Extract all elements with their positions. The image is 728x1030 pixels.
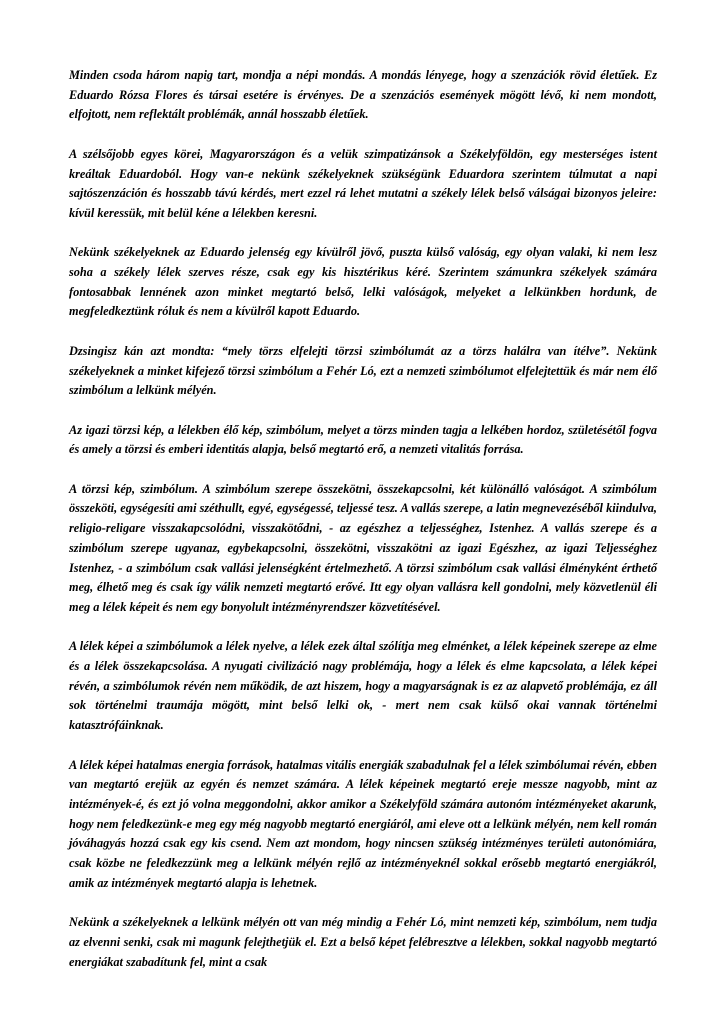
paragraph-3: Nekünk székelyeknek az Eduardo jelenség egy kívülről jövő, puszta külső valóság, egy olyan valaki, ki nem lesz soha a székely lélek szerves része, csak egy kis hisztérikus kéré. Szerintem számunkra székelyek számára fontosabbak lennének azon minket megtartó belső, lelki valóságok, melyeket a lelkünkben hordunk, de megfeledkeztünk róluk és nem a kívülről kapott Eduardo. — [69, 245, 657, 319]
paragraph-6: A törzsi kép, szimbólum. A szimbólum szerepe összekötni, összekapcsolni, két különálló valóságot. A szimbólum összeköti, egységesíti ami széthullt, egyé, egységessé, teljessé tesz. A vallás szerepe, a latin megnevezéséből kiindulva, religio-religare visszakapcsolódni, visszakötődni, - az egészhez a teljességhez, Istenhez. A vallás szerepe és a szimbólum szerepe ugyanaz, egybekapcsolni, összekötni, visszakötni az igazi Egészhez, az igazi Teljességhez Istenhez, - a szimbólum csak vallási jelenségként értelmezhető. A törzsi szimbólum csak vallási élményként érthető meg, élhető meg és csak így válik nemzeti megtartó erővé. Itt egy olyan vallásra kell gondolni, mely közvetlenül éli meg a lélek képeit és nem egy bonyolult intézményrendszer közvetítésével. — [69, 481, 657, 614]
paragraph-9: Nekünk a székelyeknek a lelkünk mélyén ott van még mindig a Fehér Ló, mint nemzeti kép, szimbólum, nem tudja az elvenni senki, csak mi magunk felejthetjük el. Ezt a belső képet felébresztve a lélekben, sokkal nagyobb megtartó energiákat szabadítunk fel, mint a csak — [69, 915, 657, 969]
document-page — [69, 66, 657, 972]
paragraph-7: A lélek képei a szimbólumok a lélek nyelve, a lélek ezek által szólítja meg elménket, a lélek képeinek szerepe az elme és a lélek összekapcsolása. A nyugati civilizáció nagy problémája, hogy a lélek és elme kapcsolata, a lélek képei révén, a szimbólumok révén nem működik, de azt hiszem, hogy a magyarságnak is ez az alapvető problémája, ez áll sok történelmi traumája mögött, mint belső lelki ok, - mert nem csak külső okai vannak történelmi katasztrófáinknak. — [69, 639, 657, 733]
paragraph-2: A szélsőjobb egyes körei, Magyarországon és a velük szimpatizánsok a Székelyföldön, egy mesterséges istent kreáltak Eduardoból. Hogy van-e nekünk székelyeknek szükségünk Eduardora szerintem túlmutat a napi sajtószenzáción és hosszabb távú kérdés, mert ezzel rá lehet mutatni a székely lélek belső válságai bizonyos jeleire: kívül keressük, mit belül kéne a lélekben keresni. — [69, 146, 657, 220]
paragraph-1: Minden csoda három napig tart, mondja a népi mondás. A mondás lényege, hogy a szenzációk rövid életűek. Ez Eduardo Rózsa Flores és társai esetére is érvényes. De a szenzációs események mögött lévő, ki nem mondott, elfojtott, nem reflektált problémák, annál hosszabb életűek. — [69, 68, 657, 122]
paragraph-4: Dzsingisz kán azt mondta: “mely törzs elfelejti törzsi szimbólumát az a törzs halálra van ítélve”. Nekünk székelyeknek a minket kifejező törzsi szimbólum a Fehér Ló, ezt a nemzeti szimbólumot elfelejtettük és már nem élő szimbólum a lelkünk mélyén. — [69, 343, 657, 398]
paragraph-8: A lélek képei hatalmas energia források, hatalmas vitális energiák szabadulnak fel a lélek szimbólumai révén, ebben van megtartó erejük az egyén és nemzet számára. A lélek képeinek megtartó ereje messze nagyobb, mint az intézmények-é, és ezt jó volna meggondolni, akkor amikor a Székelyföld számára autonóm intézményeket akarunk, hogy nem feledkezünk-e meg egy még nagyobb megtartó energiáról, ami eleve ott a lelkünk mélyén, nem kell román jóváhagyás hozzá csak egy kis csend. Nem azt mondom, hogy nincsen szükség intézményes területi autonómiára, csak közbe ne feledkezzünk meg a lelkünk mélyén rejlő az intézményeknél sokkal erősebb megtartó energiákról, amik az intézmények megtartó alapja is lehetnek. — [69, 757, 657, 890]
paragraph-5: Az igazi törzsi kép, a lélekben élő kép, szimbólum, melyet a törzs minden tagja a lelkében hordoz, születésétől fogva és amely a törzsi és emberi identitás alapja, belső megtartó erő, a nemzeti vitalitás forrása. — [69, 422, 657, 457]
